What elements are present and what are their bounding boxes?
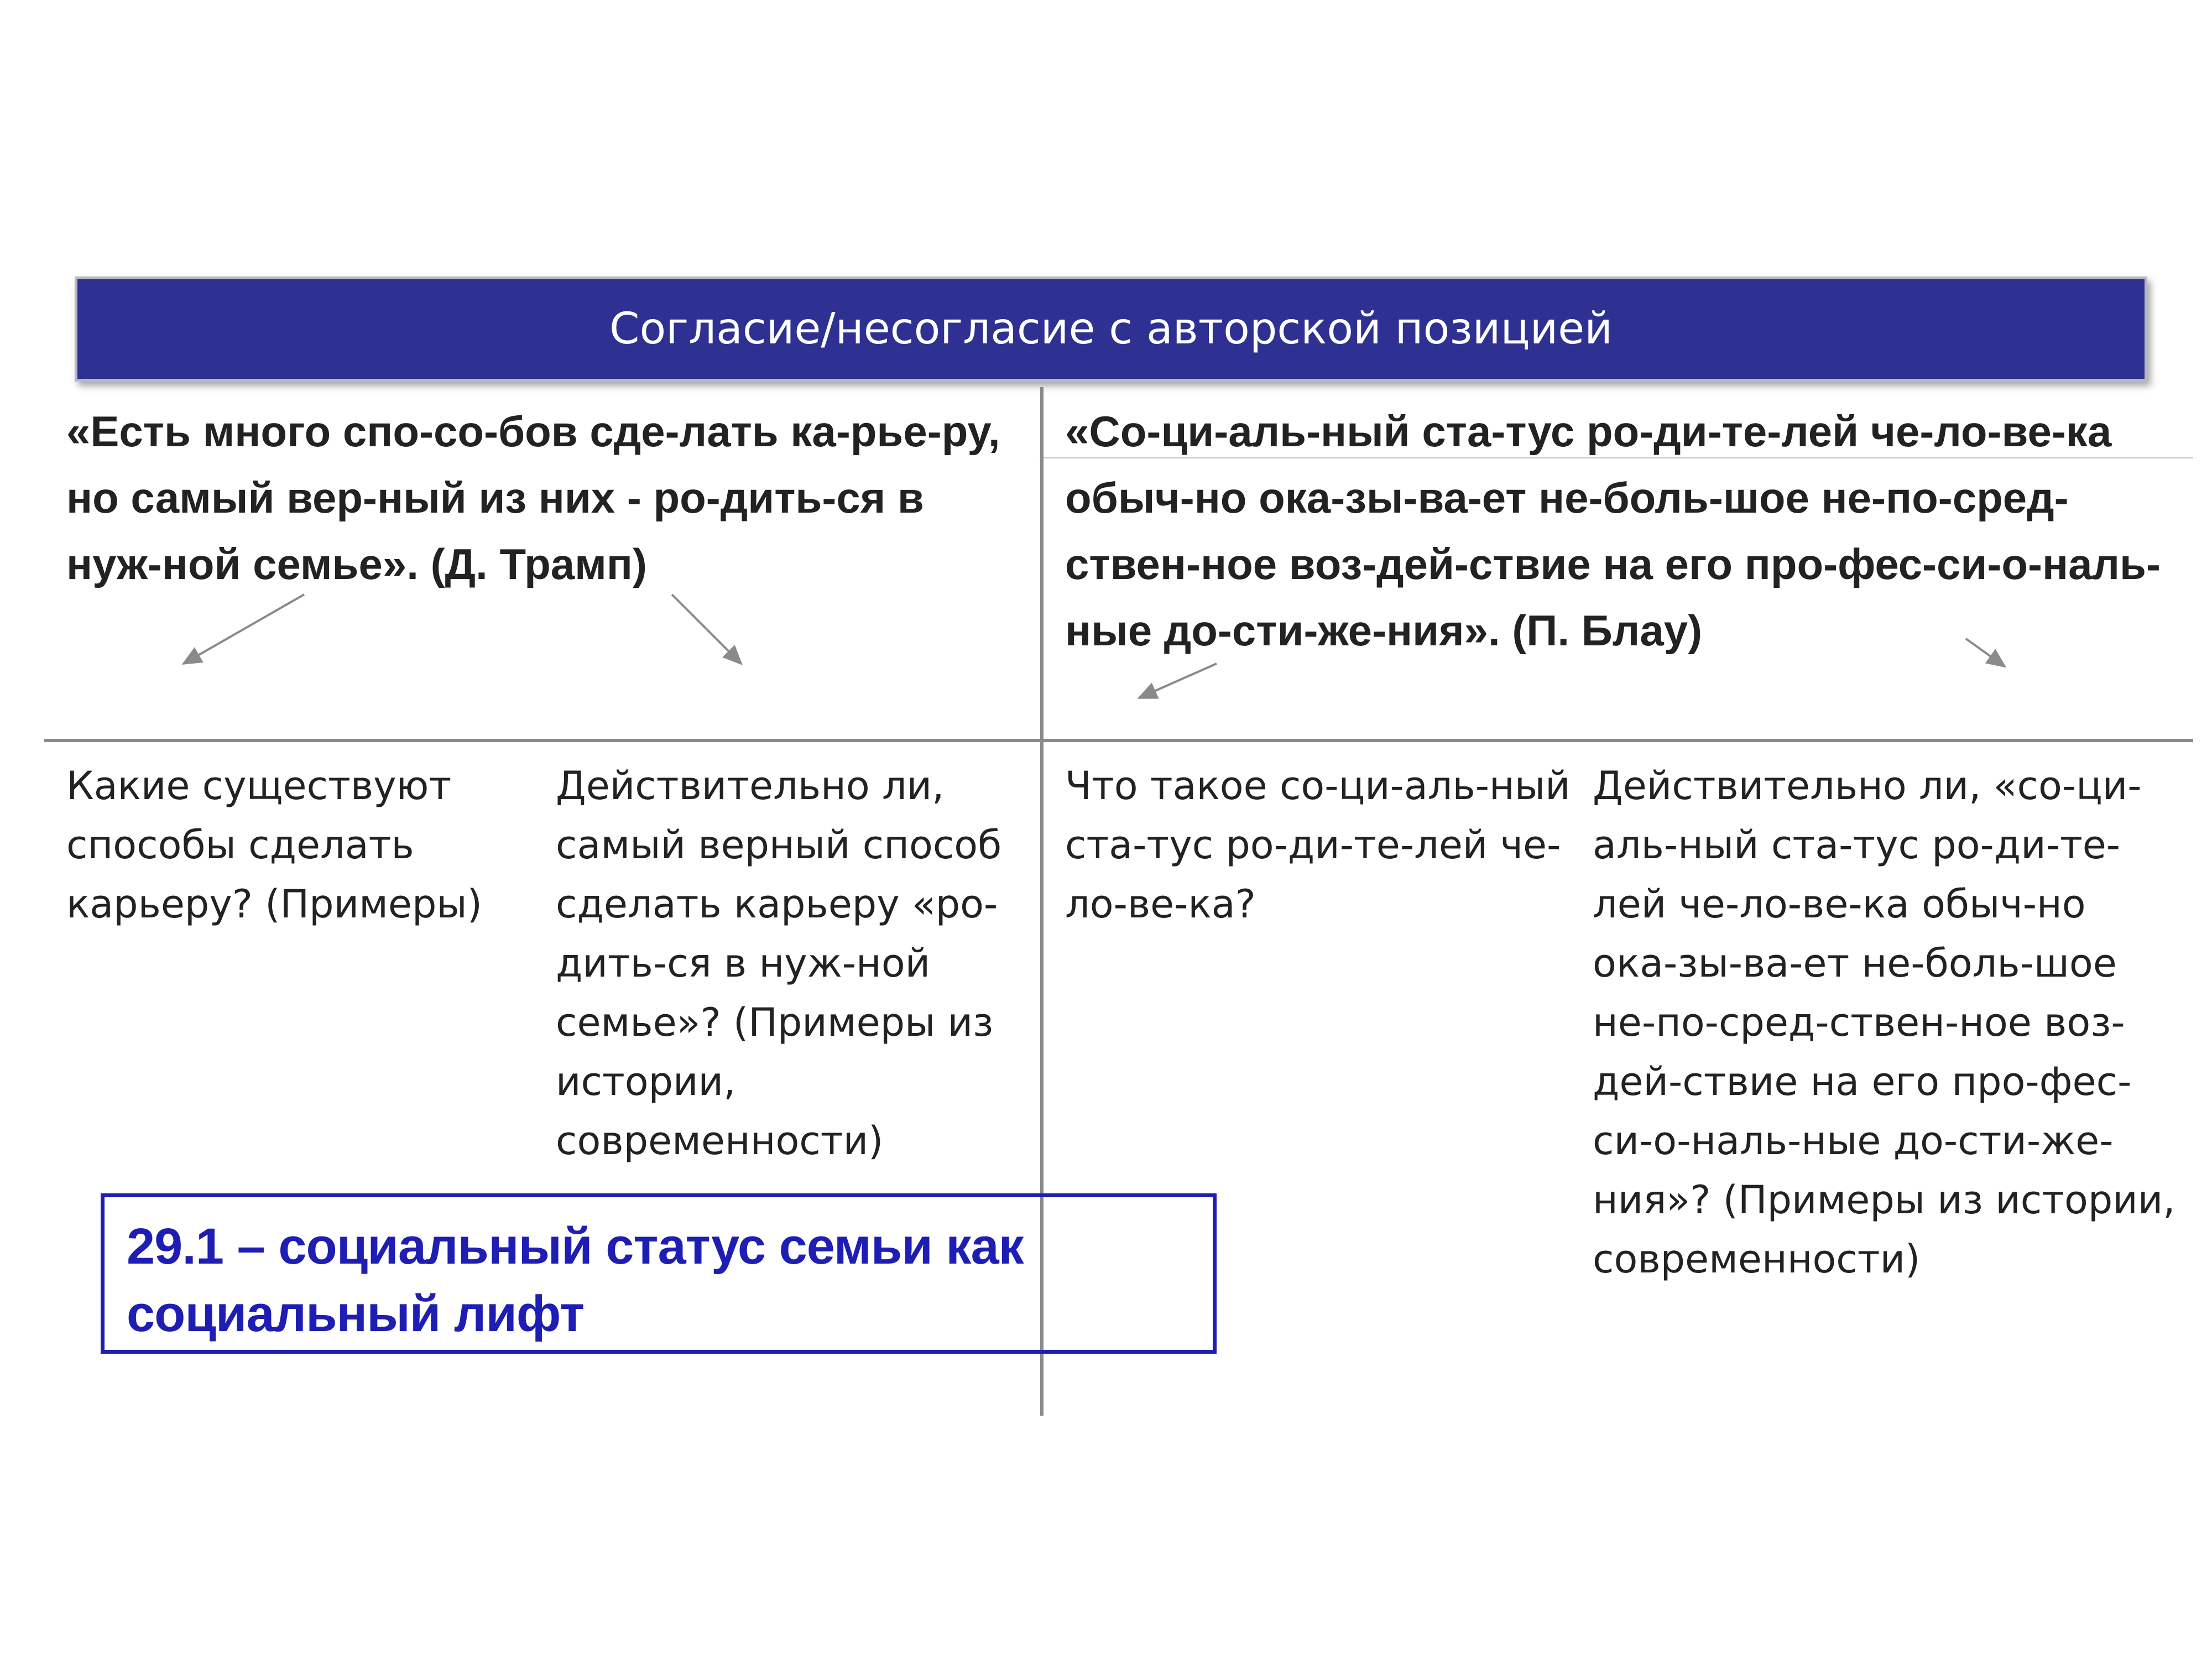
arrow-down-left-icon (184, 594, 304, 664)
question-career-ways: Какие существуют способы сделать карьеру? (Примеры) (66, 763, 482, 927)
header-title: Согласие/несогласие с авторской позицией (609, 304, 1613, 354)
arrow-down-right-icon (672, 594, 741, 664)
topic-badge-text: 29.1 – социальный статус семьи как социальный лифт (127, 1218, 1024, 1342)
question-born-in-right-family: Действительно ли, самый верный способ сделать карьеру «ро-дить-ся в нуж-ной семье»? (Примеры из истории, современности) (556, 763, 1002, 1164)
topic-badge (101, 1193, 1217, 1354)
arrow-down-right-icon (1966, 639, 2005, 666)
arrow-down-left-icon (1139, 664, 1217, 698)
quote-trump: «Есть много спо-со-бов сде-лать ка-рье-ру, но самый вер-ный из них - ро-дить-ся в нуж-ной семье». (Д. Трамп) (66, 407, 1000, 588)
question-status-influence: Действительно ли, «со-ци-аль-ный ста-тус ро-ди-те-лей че-ло-ве-ка обыч-но ока-зы-ва-ет не-боль-шое не-по-сред-ствен-ное воз-дей-ствие на его про-фес-си-о-наль-ные до-сти-же-ния»? (Примеры из истории, современности) (1593, 763, 2176, 1282)
quote-blau: «Со-ци-аль-ный ста-тус ро-ди-те-лей че-ло-ве-ка обыч-но ока-зы-ва-ет не-боль-шое не-по-сред-ствен-ное воз-дей-ствие на его про-фес-си-о-наль-ные до-сти-же-ния». (П. Блау) (1065, 407, 2161, 655)
question-social-status-definition: Что такое со-ци-аль-ный ста-тус ро-ди-те-лей че-ло-ве-ка? (1065, 763, 1571, 927)
